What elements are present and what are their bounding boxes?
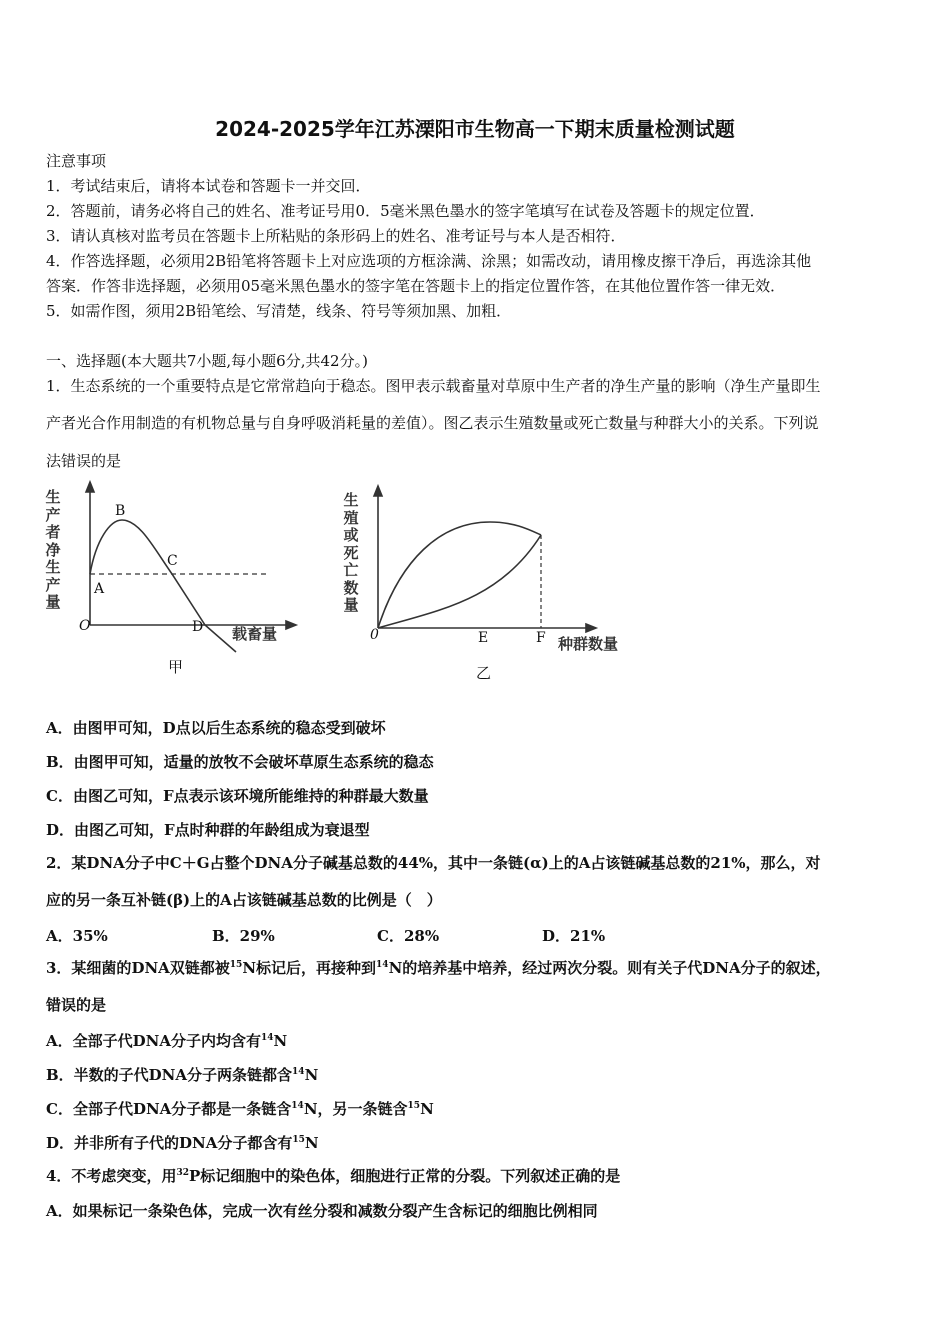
q2-text: 应的另一条互补链(β)上的A占该链碱基总数的比例是（ ）: [46, 891, 442, 909]
section-heading: 一、选择题(本大题共7小题,每小题6分,共42分。): [46, 352, 368, 370]
point-d: D: [192, 619, 204, 635]
fig-jia-xlabel: 载畜量: [232, 625, 278, 643]
q1-option-a: A．由图甲可知，D点以后生态系统的稳态受到破坏: [46, 719, 386, 737]
note-item: 1．考试结束后，请将本试卷和答题卡一并交回．: [46, 177, 371, 195]
q3-option-c: C．全部子代DNA分子都是一条链含$^{14}$N，另一条链含$^{15}$N: [46, 1100, 434, 1118]
point-b: B: [115, 503, 126, 519]
q1-text: 法错误的是: [46, 452, 122, 470]
curve-net-production: [90, 520, 236, 652]
q3-text: 错误的是: [46, 996, 107, 1014]
q1-text: 1．生态系统的一个重要特点是它常常趋向于稳态。图甲表示载畜量对草原中生产者的净生产量的影响（净生产量即生: [46, 377, 821, 395]
notes-heading: 注意事项: [46, 152, 107, 170]
fig-yi-ylabel: 生殖或死亡数量: [343, 491, 359, 614]
point-a: A: [94, 581, 105, 597]
origin-o: 0: [370, 627, 379, 643]
q1-text: 产者光合作用制造的有机物总量与自身呼吸消耗量的差值）。图乙表示生殖数量或死亡数量与种群大小的关系。下列说: [46, 414, 819, 432]
curve-death: [378, 535, 541, 628]
page-title: 2024-2025学年江苏溧阳市生物高一下期末质量检测试题: [215, 117, 735, 141]
note-item: 3．请认真核对监考员在答题卡上所粘贴的条形码上的姓名、准考证号与本人是否相符．: [46, 227, 626, 245]
note-item: 2．答题前，请务必将自己的姓名、准考证号用0．5毫米黑色墨水的签字笔填写在试卷及答题卡的规定位置．: [46, 202, 765, 220]
q1-option-c: C．由图乙可知，F点表示该环境所能维持的种群最大数量: [46, 787, 429, 805]
q4-text: 4．不考虑突变，用$^{32}$P标记细胞中的染色体，细胞进行正常的分裂。下列叙述正确的是: [46, 1167, 621, 1185]
q3-option-a: A．全部子代DNA分子内均含有$^{14}$N: [46, 1032, 288, 1050]
q4-option-a: A．如果标记一条染色体，完成一次有丝分裂和减数分裂产生含标记的细胞比例相同: [46, 1202, 598, 1220]
point-f: F: [536, 630, 546, 646]
q3-option-b: B．半数的子代DNA分子两条链都含$^{14}$N: [46, 1066, 319, 1084]
note-item: 5．如需作图，须用2B铅笔绘、写清楚，线条、符号等须加黑、加粗．: [46, 302, 512, 320]
q2-option-c: C．28%: [377, 927, 440, 945]
q3-text: 3．某细菌的DNA双链都被$^{15}$N标记后，再接种到$^{14}$N的培养基中培养，经过两次分裂。则有关子代DNA分子的叙述，: [46, 959, 831, 977]
fig-jia-ylabel: 生产者净生产量: [45, 488, 61, 611]
note-item: 答案．作答非选择题，必须用05毫米黑色墨水的签字笔在答题卡上的指定位置作答，在其他位置作答一律无效．: [46, 277, 786, 295]
point-c: C: [167, 553, 178, 569]
q1-option-d: D．由图乙可知，F点时种群的年龄组成为衰退型: [46, 821, 370, 839]
fig-jia-caption: 甲: [168, 658, 184, 676]
curve-birth: [378, 522, 541, 628]
q2-option-b: B．29%: [212, 927, 275, 945]
point-e: E: [478, 630, 489, 646]
fig-yi-xlabel: 种群数量: [558, 635, 619, 653]
q2-text: 2．某DNA分子中C＋G占整个DNA分子碱基总数的44%，其中一条链(α)上的A占该链碱基总数的21%，那么，对: [46, 854, 821, 872]
q2-option-a: A．35%: [46, 927, 108, 945]
note-item: 4．作答选择题，必须用2B铅笔将答题卡上对应选项的方框涂满、涂黑；如需改动，请用橡皮擦干净后，再选涂其他: [46, 252, 812, 270]
fig-yi-caption: 乙: [476, 664, 492, 682]
q1-option-b: B．由图甲可知，适量的放牧不会破坏草原生态系统的稳态: [46, 753, 434, 771]
q2-option-d: D．21%: [542, 927, 606, 945]
q3-option-d: D．并非所有子代的DNA分子都含有$^{15}$N: [46, 1134, 319, 1152]
origin-o: O: [79, 618, 91, 634]
